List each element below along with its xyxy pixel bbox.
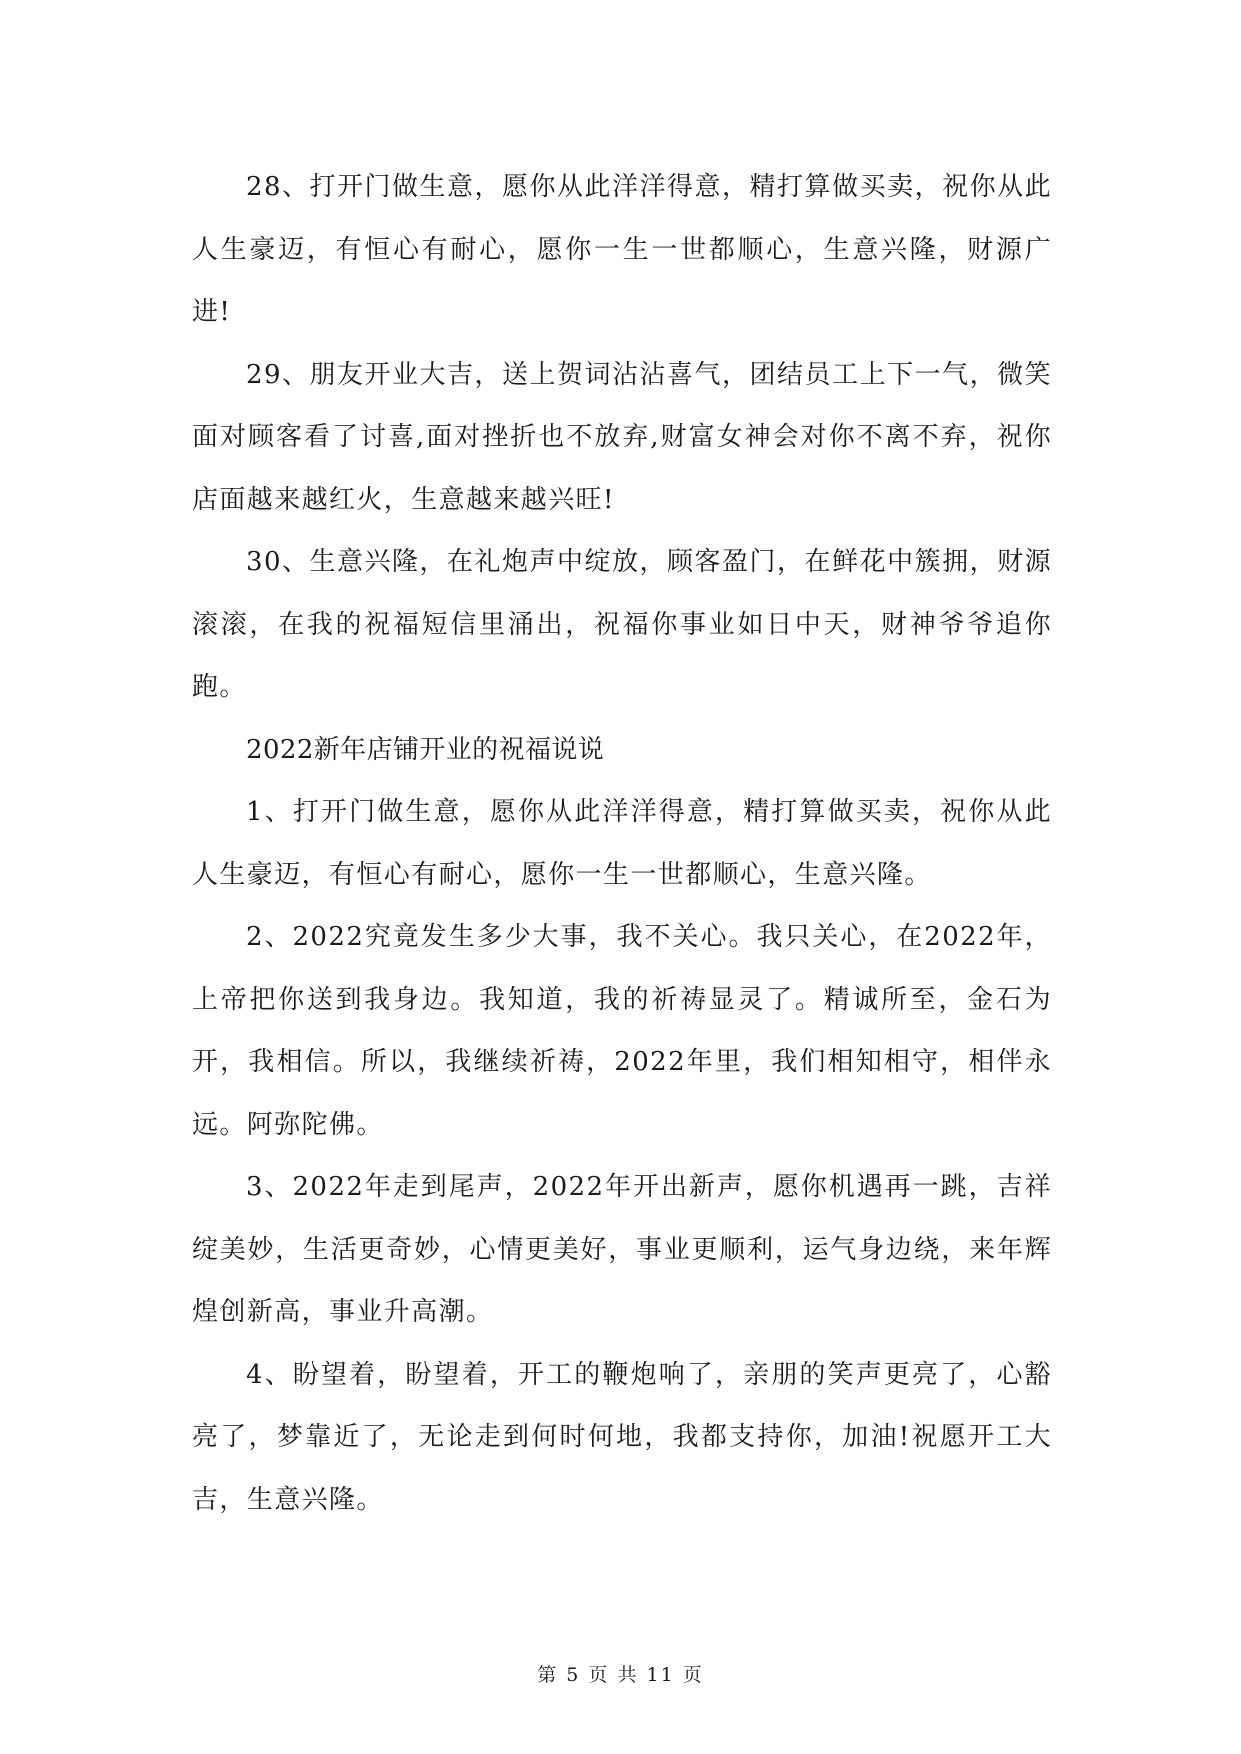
section-heading: 2022新年店铺开业的祝福说说: [246, 734, 605, 765]
section-paragraph-3: 3、2022年走到尾声，2022年开出新声，愿你机遇再一跳，吉祥绽美妙，生活更奇妙，心情更美好，事业更顺利，运气身边绕，来年辉煌创新高，事业升高潮。: [192, 1172, 1052, 1327]
section-paragraph-4: 4、盼望着，盼望着，开工的鞭炮响了，亲朋的笑声更亮了，心豁亮了，梦靠近了，无论走到何时何地，我都支持你，加油!祝愿开工大吉，生意兴隆。: [192, 1359, 1052, 1515]
section-paragraph-1: 1、打开门做生意，愿你从此洋洋得意，精打算做买卖，祝你从此人生豪迈，有恒心有耐心，愿你一生一世都顺心，生意兴隆。: [192, 797, 1052, 890]
paragraph-30: 30、生意兴隆，在礼炮声中绽放，顾客盈门，在鲜花中簇拥，财源滚滚，在我的祝福短信里涌出，祝福你事业如日中天，财神爷爷追你跑。: [192, 547, 1052, 702]
page-number-footer: 第 5 页 共 11 页: [537, 1664, 704, 1686]
document-body: [192, 156, 1052, 1531]
section-paragraph-2: 2、2022究竟发生多少大事，我不关心。我只关心，在2022年，上帝把你送到我身边。我知道，我的祈祷显灵了。精诚所至，金石为开，我相信。所以，我继续祈祷，2022年里，我们相知相守，相伴永远。阿弥陀佛。: [192, 922, 1052, 1140]
paragraph-29: 29、朋友开业大吉，送上贺词沾沾喜气，团结员工上下一气，微笑面对顾客看了讨喜,面对挫折也不放弃,财富女神会对你不离不弃，祝你店面越来越红火，生意越来越兴旺!: [192, 359, 1052, 515]
paragraph-28: 28、打开门做生意，愿你从此洋洋得意，精打算做买卖，祝你从此人生豪迈，有恒心有耐心，愿你一生一世都顺心，生意兴隆，财源广进!: [192, 172, 1052, 327]
